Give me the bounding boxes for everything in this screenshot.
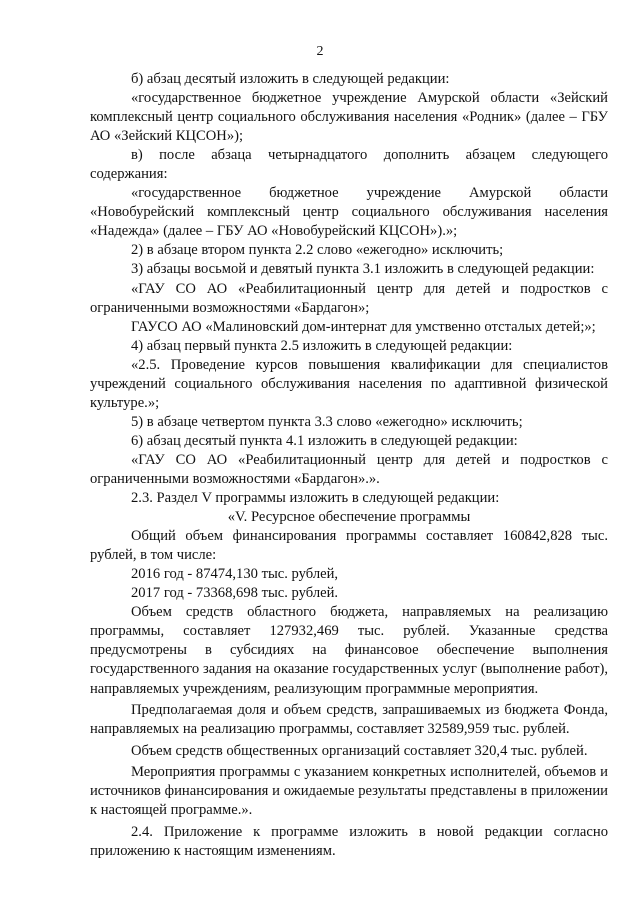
paragraph-bardagon-center-2: «ГАУ СО АО «Реабилитационный центр для детей и подростков с ограниченными возможностями «Бардагон».».: [90, 451, 608, 487]
paragraph-zeya-center: «государственное бюджетное учреждение Амурской области «Зейский комплексный центр социального обслуживания населения «Родник» (далее – ГБУ АО «Зейский КЦСОН»);: [90, 90, 608, 145]
paragraph-courses: «2.5. Проведение курсов повышения квалификации для специалистов учреждений социального обслуживания населения по адаптивной физической культуре.»;: [90, 356, 608, 411]
section-heading: «V. Ресурсное обеспечение программы: [227, 509, 471, 526]
paragraph-fund-budget: Предполагаемая доля и объем средств, запрашиваемых из бюджета Фонда, направляемых на реализацию программы, составляет 32589,959 тыс. рублей.: [90, 701, 608, 737]
paragraph-regional-budget: Объем средств областного бюджета, направляемых на реализацию программы, составляет 127932,469 тыс. рублей. Указанные средства предусмотрены в субсидиях на финансовое обеспечение выполнения государственного задания на оказание государственных услуг (выполнение работ), направляемых учреждениям, реализующим программные мероприятия.: [90, 604, 608, 697]
paragraph-total-funding: Общий объем финансирования программы составляет 160842,828 тыс. рублей, в том числе:: [90, 528, 608, 564]
paragraph-year-2017: 2017 год - 73368,698 тыс. рублей.: [131, 585, 339, 602]
paragraph-program-activities: Мероприятия программы с указанием конкретных исполнителей, объемов и источников финансирования и ожидаемые результаты представлены в приложении к настоящей программе.».: [90, 763, 608, 818]
paragraph-amend-b: б) абзац десятый изложить в следующей редакции:: [131, 71, 450, 87]
paragraph-item-2: 2) в абзаце втором пункта 2.2 слово «ежегодно» исключить;: [131, 242, 504, 259]
paragraph-bardagon-center: «ГАУ СО АО «Реабилитационный центр для детей и подростков с ограниченными возможностями «Бардагон»;: [90, 280, 608, 316]
paragraph-amend-v: в) после абзаца четырнадцатого дополнить абзацем следующего содержания:: [90, 147, 608, 183]
paragraph-item-4: 4) абзац первый пункта 2.5 изложить в следующей редакции:: [131, 337, 513, 354]
document-body: [90, 70, 608, 861]
paragraph-item-3: 3) абзацы восьмой и девятый пункта 3.1 изложить в следующей редакции:: [131, 261, 595, 278]
paragraph-novobureysky-center: «государственное бюджетное учреждение Амурской области «Новобурейский комплексный центр социального обслуживания населения «Надежда» (далее – ГБУ АО «Новобурейский КЦСОН»).»;: [90, 185, 608, 240]
paragraph-year-2016: 2016 год - 87474,130 тыс. рублей,: [131, 566, 339, 583]
page-number: 2: [316, 44, 324, 59]
paragraph-public-organizations: Объем средств общественных организаций составляет 320,4 тыс. рублей.: [131, 742, 588, 759]
paragraph-item-5: 5) в абзаце четвертом пункта 3.3 слово «ежегодно» исключить;: [131, 413, 523, 430]
paragraph-malinovsky-home: ГАУСО АО «Малиновский дом-интернат для умственно отсталых детей;»;: [131, 318, 596, 335]
paragraph-section-2-4: 2.4. Приложение к программе изложить в новой редакции согласно приложению к настоящим изменениям.: [90, 823, 608, 859]
paragraph-section-2-3: 2.3. Раздел V программы изложить в следующей редакции:: [131, 490, 500, 507]
paragraph-item-6: 6) абзац десятый пункта 4.1 изложить в следующей редакции:: [131, 432, 518, 449]
